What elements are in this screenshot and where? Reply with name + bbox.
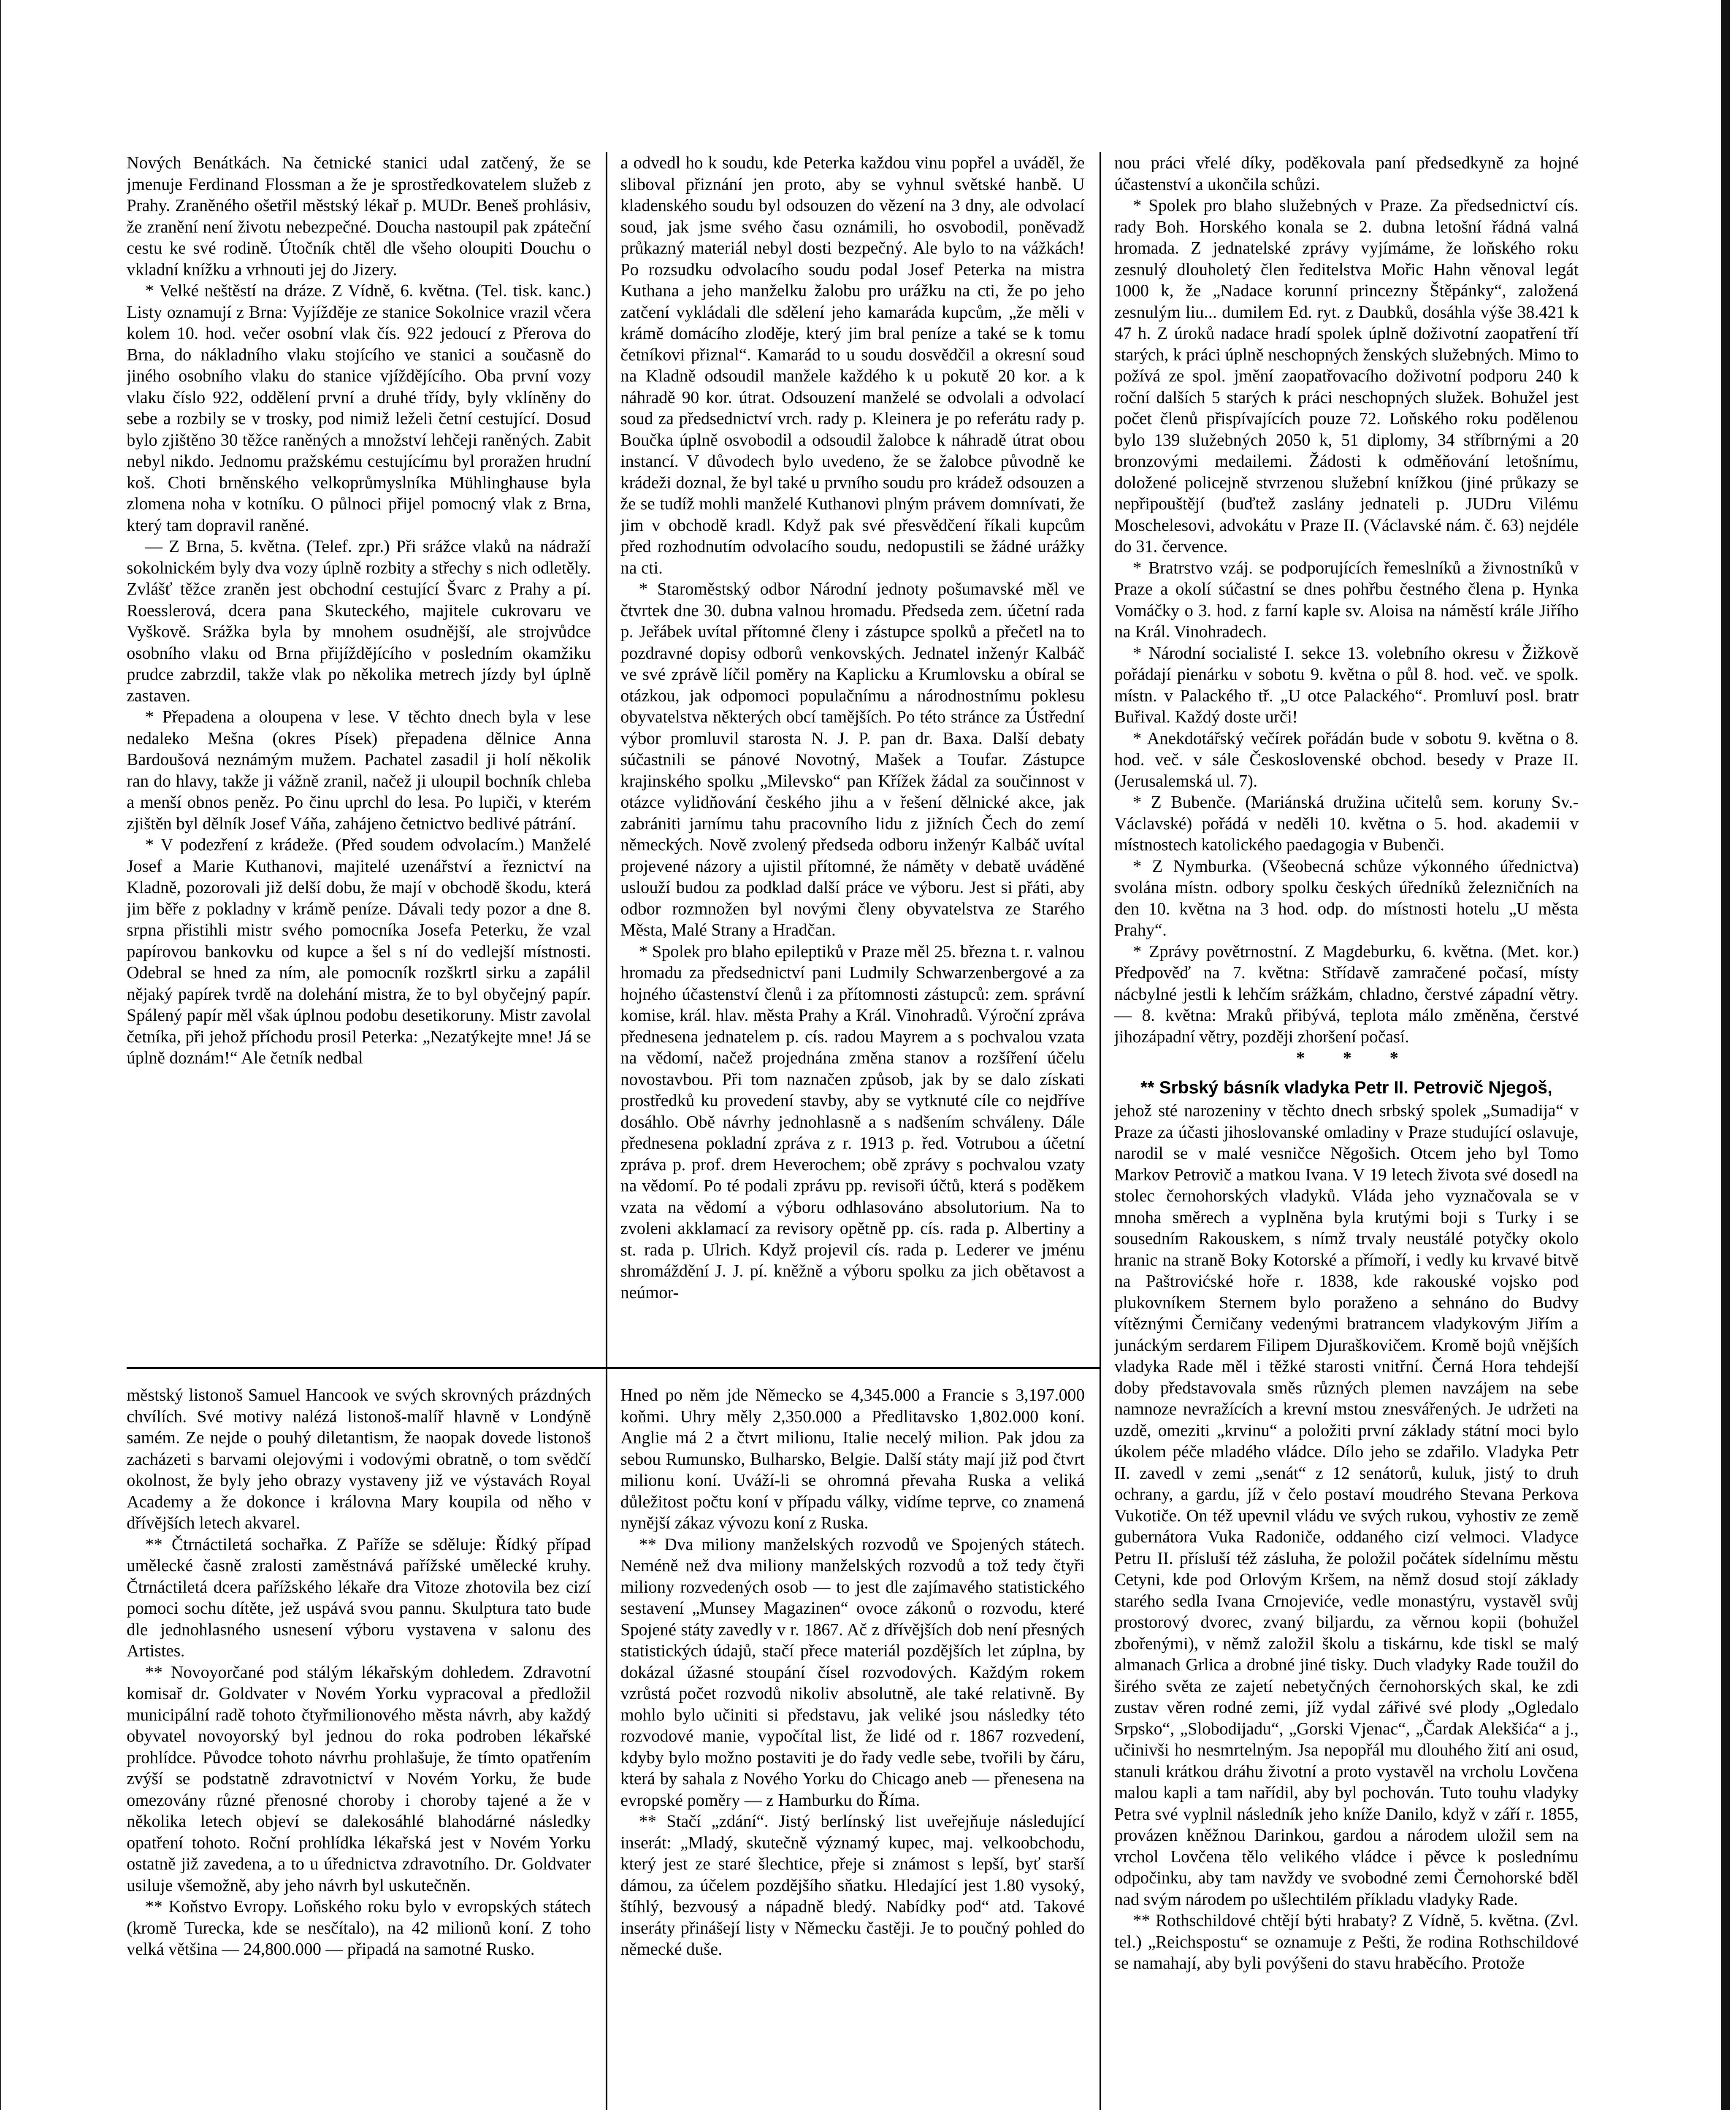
article-paragraph: Hned po něm jde Německo se 4,345.000 a Francie s 3,197.000 koňmi. Uhry měly 2,350.000 a Předlitavsko 1,802.000 koní. Anglie má 2 a čtvrt milionu, Italie necelý milion. Pak jdou za sebou Rumunsko, Bulharsko, Belgie. Další státy mají již pod čtvrt milionu koní. Uváží-li se ohromná převaha Ruska a veliká důležitost počtu koní v případu války, vidíme teprve, co znamená nynější zákaz vývozu koní z Ruska.: [620, 1385, 1085, 1532]
article-paragraph: * Národní socialisté I. sekce 13. volebního okresu v Žižkově pořádají pienárku v sobotu 9. května o půl 8. hod. več. ve spolk. místn. v Palackého tř. „U otce Palackého“. Promluví posl. bratr Buřival. Každý doste urči!: [1114, 643, 1579, 726]
article-paragraph: * Bratrstvo vzáj. se podporujících řemeslníků a živnostníků v Praze a okolí súčastní se dnes pohřbu čestného člena p. Hynka Vomáčky o 3. hod. z farní kaple sv. Aloisa na náměstí krále Jiřího na Král. Vinohradech.: [1114, 557, 1579, 641]
article-paragraph: Nových Benátkách. Na četnické stanici udal zatčený, že se jmenuje Ferdinand Flossman a že je sprostředkovatelem služeb z Prahy. Zraněného ošetřil městský lékař p. MUDr. Beneš prohlásiv, že zranění není životu nebezpečné. Doucha nastoupil pak zpáteční cestu ke své rodině. Útočník chtěl dle všeho oloupiti Douchu o vkladní knížku a vrhnouti jej do Jizery.: [127, 153, 591, 279]
article-paragraph: a odvedl ho k soudu, kde Peterka každou vinu popřel a uváděl, že sliboval přiznání jen proto, aby se vyhnul světské hanbě. U kladenského soudu byl odsouzen do vězení na 3 dny, ale odvolací soud, jak jsme svého času oznámili, ho osvobodil, poněvadž průkazný materiál nebyl dosti bezpečný. Ale bylo to na vážkách! Po rozsudku odvolacího soudu podal Josef Peterka na mistra Kuthana a jeho manželku žalobu pro urážku na cti, že po jeho zatčení vykládali dle sdělení jeho kamaráda kupcům, „že měli v krámě domácího zloděje, který jim bral peníze a také se k tomu četníkovi přiznal“. Kamarád to u soudu dosvědčil a okresní soud na Kladně odsoudil manžele každého k u pokutě 20 kor. a k náhradě 90 kor. útrat. Odsouzení manželé se odvolali a odvolací soud za předsednictví vrch. rady p. Kleinera je po referátu rady p. Boučka úplně osvobodil a odsoudil žalobce k náhradě útrat obou instancí. V důvodech bylo uvedeno, že se žalobce původně ke krádeži doznal, že byl také u prvního soudu pro krádež odsouzen a že se tudíž mohli manželé Kuthanovi plným právem domnívati, že jim v obchodě kradl. Když pak své přesvědčení říkali kupcům před rozhodnutím odvolacího soudu, nedopustili se žádné urážky na cti.: [620, 153, 1085, 577]
article-paragraph: — Z Brna, 5. května. (Telef. zpr.) Při srážce vlaků na nádraží sokolnickém byly dva vozy úplně rozbity a střechy s nich odletěly. Zvlášť těžce zraněn jest obchodní cestující Švarc z Prahy a pí. Roesslerová, dcera pana Skuteckého, majitele cukrovaru ve Vyškově. Srážka byla by mnohem osudnější, ale strojvůdce osobního vlaku od Brna přijíždějícího v posledním okamžiku prudce zabrzdil, takže vlak po několika metrech jízdy byl úplně zastaven.: [127, 536, 591, 705]
column-rule: [1100, 152, 1101, 2110]
article-paragraph: * Velké neštěstí na dráze. Z Vídně, 6. května. (Tel. tisk. kanc.) Listy oznamují z Brna: Vyjížděje ze stanice Sokolnice vrazil včera kolem 10. hod. večer osobní vlak čís. 922 jedoucí z Přerova do Brna, do nákladního vlaku stojícího ve stanici a současně do jiného osobního vlaku do stanice vjíždějícího. Oba první vozy vlaku číslo 922, oddělení první a druhé třídy, byly vklíněny do sebe a rozbily se v trosky, pod nimiž leželi četní cestující. Dosud bylo zjištěno 30 těžce raněných a množství lehčeji raněných. Zabit nebyl nikdo. Jednomu pražskému cestujícímu byl proražen hrudní koš. Choti brněnského velkoprůmyslníka Mühlinghause byla zlomena noha v kotníku. O půlnoci přijel pomocný vlak z Brna, který tam dopravil raněné.: [127, 281, 591, 535]
article-paragraph: ** Koňstvo Evropy. Loňského roku bylo v evropských státech (kromě Turecka, kde se nesčítalo), na 42 milionů koní. Z toho velká většina — 24,800.000 — připadá na samotné Rusko.: [127, 1896, 591, 1959]
article-paragraph: jehož sté narozeniny v těchto dnech srbský spolek „Sumadija“ v Praze za účasti jihoslovanské omladiny v Praze studující oslavuje, narodil se v malé vesničce Něgošich. Otcem jeho byl Tomo Markov Petrovič a matkou Ivana. V 19 letech života své dosedl na stolec černohorských vladyků. Vláda jeho vyznačovala se v mnoha směrech a vyplněna byla krutými boji s Turky i se sousedním Rakouskem, s nímž trvaly neustálé potyčky okolo hranic na straně Boky Kotorské a přímoří, i vedly ku krvavé bitvě na Paštrovićské hoře r. 1838, kde rakouské vojsko pod plukovníkem Sternem bylo poraženo a sehnáno do Budvy vítěznými Černičany vedenými bratrancem vladykovým Jiřím a junáckým serdarem Filipem Djuraškovičem. Kromě bojů vnějších vladyka Rade měl i těžké starosti vnitřní. Černá Hora tehdejší doby představovala směs různých plemen navzájem na sebe namnoze nevražících a krevní mstou znesvářených. Je udržeti na uzdě, omeziti „krvinu“ a položiti první základy státní moci bylo úkolem péče mladého vládce. Dílo jeho se zdařilo. Vladyka Petr II. zavedl v zemi „senát“ z 12 senátorů, kuluk, jistý to druh ochrany, a gardu, jíž v čelo postaví moudrého Stevana Perkova Vukotiče. On též upevnil vládu ve svých rukou, vyhostiv ze země gubernátora Vuka Radoniče, oddaného cizí velmoci. Vladyce Petru II. přísluší též zásluha, že položil počátek sídelnímu městu Cetyni, kde pod Orlovým Kršem, na němž dosud stojí základy starého sedla Ivana Crnojeviće, vedle monastýru, vystavěl svůj prostorový dvorec, zvaný biljardu, za věrnou kopii (bohužel zbořenými), v němž založil školu a tiskárnu, kde tiskl se malý almanach Grlica a drobné jiné tisky. Duch vladyky Rade toužil do širého světa ze zajetí nebetyčných černohorských skal, ke zdi zustav věren rodné zemi, jíž vydal zářivé své plody „Ogledalo Srpsko“, „Slobodijadu“, „Gorski Vjenac“, „Čardak Alekšića“ a j., učinivši ho nesmrtelným. Jsa nepopřál mu dlouhého žití ani osud, stanuli krátkou dráhu životní a proto vystavěl na vrcholu Lovčena malou kapli a tam nařídil, aby byl pochován. Tuto touhu vladyky Petra své vyplnil následník jeho kníže Danilo, když v září r. 1855, provázen kněžnou Darinkou, gardou a národem uložil sem na vrchol Lovčena tělo velikého vládce i pěvce k poslednímu odpočinku, aby tam navždy ve svobodné zemi Černohorské bděl nad svým národem po ušlechtilém příkladu vladyky Rade.: [1114, 1101, 1579, 1909]
section-rule: [127, 1367, 1100, 1369]
article-paragraph: * Z Bubenče. (Mariánská družina učitelů sem. koruny Sv.-Václavské) pořádá v neděli 10. května o 5. hod. akademii v místnostech katolického paedagogia v Bubenči.: [1114, 792, 1579, 854]
column-2-bottom: [620, 1384, 1085, 2110]
article-paragraph: ** Dva miliony manželských rozvodů ve Spojených státech. Neméně než dva miliony manželských rozvodů a tož tedy čtyři miliony rozvedených osob — to jest dle zajímavého statistického sestavení „Munsey Magazinen“ ovoce zákonů o rozvodu, které Spojené státy zavedly v r. 1867. Ač z dřívějších dob není přesných statistických údajů, stačí přece materiál pozdějších let zúplna, by dokázal úžasné stoupání čísel rozvodových. Každým rokem vzrůstá počet rozvodů nikoliv absolutně, ale také relativně. By mohlo bylo učiniti si představu, jak veliké jsou následky této rozvodové manie, vypočítal list, že lidé od r. 1867 rozvedení, kdyby bylo možno postaviti je do řady vedle sebe, tvořili by čáru, která by sahala z Nového Yorku do Chicago aneb — přenesena na evropské poměry — z Hamburku do Říma.: [620, 1534, 1085, 1810]
article-paragraph: * V podezření z krádeže. (Před soudem odvolacím.) Manželé Josef a Marie Kuthanovi, majitelé uzenářství a řeznictví na Kladně, pozorovali již delší dobu, že mají v obchodě škodu, která jim běře z pokladny v krámě peníze. Dávali tedy pozor a dne 8. srpna přistihli mistr svého pomocníka Josefa Peterku, že vzal papírovou bankovku od kupce a šel s ní do vedlejší místnosti. Odebral se hned za ním, ale pomocník rozškrtl sirku a zapálil nějaký papírek tvrdě na dolehání mistra, že to byl obyčejný papír. Spálený papír měl však úplnou podobu desetikoruny. Mistr zavolal četníka, při jehož příchodu prosil Peterka: „Nezatýkejte mne! Já se úplně doznám!“ Ale četník nedbal: [127, 835, 591, 1067]
section-stars: * * *: [1296, 1048, 1415, 1067]
column-rule: [606, 152, 607, 2110]
newspaper-page: [127, 152, 1579, 2110]
article-paragraph: ** Rothschildové chtějí býti hrabaty? Z Vídně, 5. května. (Zvl. tel.) „Reichspostu“ se oznamuje z Pešti, že rodina Rothschildové se namahají, aby byli povýšeni do stavu hraběcího. Protože: [1114, 1910, 1579, 1972]
article-paragraph: ** Stačí „zdání“. Jistý berlínský list uveřejňuje následující inserát: „Mladý, skutečně významý kupec, maj. velkoobchodu, který jest ze staré šlechtice, přeje si známost s lepší, byť starší dámou, za účelem pozdějšího sňatku. Hledající jest 1.80 vysoký, štíhlý, bezvousý a nápadně bledý. Nabídky pod“ atd. Takové inseráty přinášejí listy v Německu častěji. Je to poučný pohled do německé duše.: [620, 1811, 1085, 1959]
article-paragraph: ** Novoyorčané pod stálým lékařským dohledem. Zdravotní komisař dr. Goldvater v Novém Yorku vypracoval a předložil municipální radě tohoto čtyřmilionového města návrh, aby každý obyvatel novoyorský byl jednou do roka podroben lékařské prohlídce. Původce tohoto návrhu prohlašuje, že tímto opatřením zvýší se podstatně zdravotnictví v Novém Yorku, že bude omezovány různé přenosné choroby i choroby tajené a že v několika letech objeví se dalekosáhlé blahodárné následky opatření tohoto. Roční prohlídka lékařská jest v Novém Yorku ostatně již zavedena, a to u úřednictva zdravotního. Dr. Goldvater usiluje všemožně, aby jeho návrh byl uskutečněn.: [127, 1662, 591, 1895]
scan-left-edge: [0, 0, 1, 2110]
article-paragraph: nou práci vřelé díky, poděkovala paní předsedkyně za hojné účastenství a ukončila schůzi.: [1114, 153, 1579, 194]
article-paragraph: * Z Nymburka. (Všeobecná schůze výkonného úřednictva) svolána místn. odbory spolku českých úředníků železničních na den 10. května na 3 hod. odp. do místnosti hotelu „U města Prahy“.: [1114, 856, 1579, 939]
article-paragraph: * Spolek pro blaho epileptiků v Praze měl 25. března t. r. valnou hromadu za předsednictví pani Ludmily Schwarzenbergové a za hojného účastenství členů i za přítomnosti zástupců: zem. správní komise, král. hlav. města Prahy a Král. Vinohradů. Výroční zpráva přednesena jednatelem p. cís. radou Mayrem a s pochvalou vzata na vědomí, načež projednána změna stanov a rozšíření účelu novostavbou. Při tom naznačen způsob, jak by se dalo získati prostředků ku provedení stavby, aby se vytknuté cíle co nejdříve dosáhlo. Obě návrhy jednohlasně a s nadšením schváleny. Dále přednesena pokladní zpráva z r. 1913 p. řed. Votrubou a účetní zpráva p. prof. drem Heverochem; obě zprávy s pochvalou vzaty na vědomí. Po té podali zprávu pp. revisoři účtů, která s poděkem vzata na vědomí a výboru odhlasováno absolutorium. Na to zvoleni akklamací za revisory opětně pp. cís. rada p. Albertiny a st. rada p. Ulrich. Když projevil cís. rada p. Lederer ve jménu shromáždění J. J. pí. kněžně a výboru spolku za jich obětavost a neúmor-: [620, 941, 1085, 1302]
article-paragraph: * Staroměstský odbor Národní jednoty pošumavské měl ve čtvrtek dne 30. dubna valnou hromadu. Předseda zem. účetní rada p. Jeřábek uvítal přítomné členy i zástupce spolků a přečetl na to pozdravné dopisy odborů venkovských. Jednatel inženýr Kalbáč ve své zprávě líčil poměry na Kaplicku a Krumlovsku a obíral se otázkou, jak odpomoci populačnímu a národnostnímu poklesu obyvatelstva některých obcí tamějších. Po této stránce za Ústřední výbor promluvil starosta N. J. P. pan dr. Baxa. Další debaty súčastnili se pánové Novotný, Mašek a Toufar. Zástupce krajinského spolku „Milevsko“ pan Křížek žádal za součinnost v otázce vylidňování českého jihu a v řešení dělnické akce, jak zabrániti jarnímu tahu pracovního lidu z jižních Čech do zemí německých. Nově zvolený předseda odboru inženýr Kalbáč uvítal projevené názory a ujistil přítomné, že náměty v debatě uváděné uslouží budou za podklad další práce ve výboru. Jest si přáti, aby odbor rozmnožen byl novými členy obyvatelstva ze Starého Města, Malé Strany a Hradčan.: [620, 579, 1085, 939]
article-paragraph: * Spolek pro blaho služebných v Praze. Za předsednictví cís. rady Boh. Horského konala se 2. dubna letošní řádná valná hromada. Z jednatelské zprávy vyjímáme, že loňského roku zesnulý dlouholetý člen ředitelstva Mořic Hahn věnoval legát 1000 k, že „Nadace korunní princezny Štěpánky“, založená zesnulým liu... dumilem Ed. ryt. z Daubků, dosáhla výše 38.421 k 47 h. Z úroků nadace hradí spolek úplně doživotní zaopatření tří starých, k práci úplně neschopných ženských služebných. Mimo to požívá ze spol. jmění zaopatřovacího doživotní podporu 240 k roční dalších 5 starých k práci neschopných služek. Bohužel jest počet členů přispívajících pouze 72. Loňského roku podělenou bylo 139 služebných 2050 k, 51 diplomy, 34 stříbrnými a 20 bronzovými medailemi. Žádosti k odměňování letošnímu, doložené policejně stvrzenou služební knížkou (jiné průkazy se nepřipouštějí (buďtež zaslány jednateli p. JUDru Vilému Moschelesovi, advokátu v Praze II. (Václavské nám. č. 63) nejdéle do 31. července.: [1114, 195, 1579, 556]
article-paragraph: * Zprávy povětrnostní. Z Magdeburku, 6. května. (Met. kor.) Předpověď na 7. května: Střídavě zamračené počasí, místy nácbylné jestli k lehčím srážkám, chladno, čerstvé západní větry. — 8. května: Mraků přibývá, teplota málo změněna, čerstvé jihozápadní větry, později zhoršení počasí.: [1114, 941, 1579, 1046]
article-heading: ** Srbský básník vladyka Petr II. Petrovič Njegoš,: [1140, 1077, 1552, 1097]
scan-right-edge: [1721, 0, 1730, 2110]
article-paragraph: * Anekdotářský večírek pořádán bude v sobotu 9. května o 8. hod. več. v sále Československé obchod. besedy v Praze II. (Jerusalemská ul. 7).: [1114, 728, 1579, 790]
article-paragraph: městský listonoš Samuel Hancook ve svých skrovných prázdných chvílích. Své motivy nalézá listonoš-malíř hlavně v Londýně samém. Ze nejde o pouhý diletantism, že naopak dovede listonoš zacházeti s barvami olejovými i vodovými obratně, o tom svědčí okolnost, že byly jeho obrazy vystaveny již ve výstavách Royal Academy a že dokonce i královna Mary koupila od něho v dřívějších letech akvarel.: [127, 1385, 591, 1532]
column-3: [1114, 152, 1579, 2110]
column-2-top: [620, 152, 1085, 1346]
article-paragraph: * Přepadena a oloupena v lese. V těchto dnech byla v lese nedaleko Mešna (okres Písek) přepadena dělnice Anna Bardoušová neznámým mužem. Pachatel zasadil ji holí několik ran do hlavy, takže ji vážně zranil, načež ji uloupil bochník chleba a menší obnos peněz. Po činu uprchl do lesa. Po lupiči, v kterém zjištěn byl dělník Josef Váňa, zahájeno četnictvo bedlivé pátrání.: [127, 707, 591, 833]
column-1-bottom: [127, 1384, 591, 2110]
column-1-top: [127, 152, 591, 1350]
article-paragraph: ** Čtrnáctiletá sochařka. Z Paříže se sděluje: Řídký případ umělecké časně zralosti zaměstnává pařížské umělecké kruhy. Čtrnáctiletá dcera pařížského lékaře dra Vitoze zhotovila bez cizí pomoci sochu dítěte, jež uspává svou pannu. Skulptura tato bude dle jednohlasného usnesení výboru vystavena v salonu des Artistes.: [127, 1534, 591, 1660]
